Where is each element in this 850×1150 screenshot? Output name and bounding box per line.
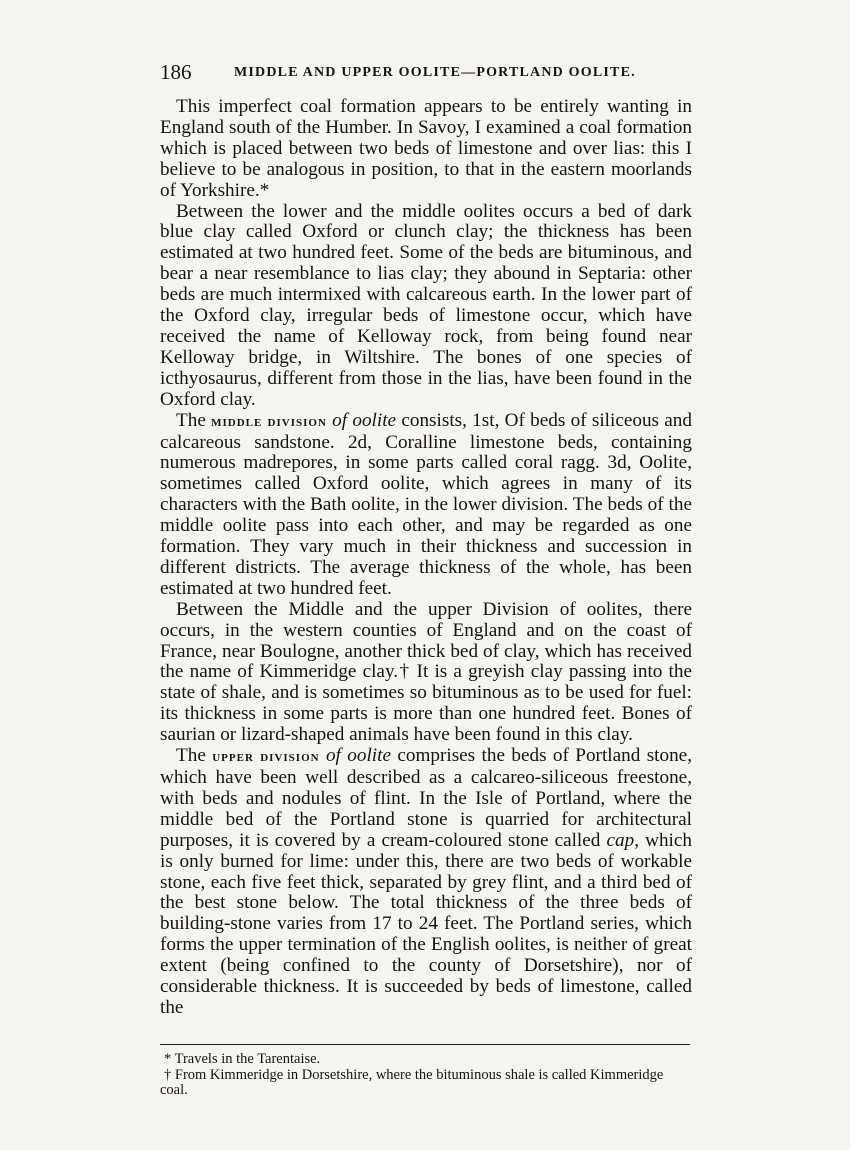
italic-term: cap [606, 829, 635, 851]
paragraph-lead: The [176, 409, 212, 431]
footnote-divider [160, 1044, 690, 1045]
footnotes [160, 1052, 692, 1099]
footnote: * Travels in the Tarentaise. [164, 1051, 321, 1067]
paragraph-text: consists, 1st, Of beds of siliceous and calcareous sandstone. 2d, Coralline limestone beds, containing numerous madrepores, in some parts called coral ragg. 3d, Oolite, sometimes called Oxford oolite, which agrees in many of its characters with the Bath oolite, in the lower division. The beds of the middle oolite pass into each other, and may be regarded as one formation. They vary much in their thickness and succession in different districts. The average thickness of the whole, has been estimated at two hundred feet. [160, 409, 692, 599]
footnote: † From Kimmeridge in Dorsetshire, where the bituminous shale is called Kimmeridge coal. [160, 1066, 664, 1098]
running-head [160, 60, 700, 86]
paragraph: This imperfect coal formation appears to be entirely wanting in England south of the Humber. In Savoy, I examined a coal formation which is placed between two beds of limestone and over lias: this I believe to be analogous in position, to that in the eastern moorlands of Yorkshire.* [160, 96, 692, 201]
small-caps-heading: middle division [211, 413, 327, 430]
paragraph [160, 411, 692, 600]
small-caps-heading: upper division [212, 749, 320, 766]
paragraph [160, 746, 692, 1019]
paragraph-text: , which is only burned for lime: under this, there are two beds of workable stone, each five feet thick, separated by grey flint, and a third bed of the best stone below. The total thickness of the three beds of building-stone varies from 17 to 24 feet. The Portland series, which forms the upper termination of the English oolites, is neither of great extent (being confined to the county of Dorsetshire), nor of considerable thickness. It is succeeded by beds of limestone, called the [160, 829, 692, 1018]
italic-term: of oolite [319, 745, 391, 767]
paragraph: Between the lower and the middle oolites occurs a bed of dark blue clay called Oxford or clunch clay; the thickness has been estimated at two hundred feet. Some of the beds are bituminous, and bear a near resemblance to lias clay; they abound in Septaria: other beds are much intermixed with calcareous earth. In the lower part of the Oxford clay, irregular beds of limestone occur, which have received the name of Kelloway rock, from being found near Kelloway bridge, in Wiltshire. The bones of one species of icthyosaurus, different from those in the lias, have been found in the Oxford clay. [160, 200, 692, 410]
paragraph-lead: The [176, 745, 213, 767]
running-title: MIDDLE AND UPPER OOLITE—PORTLAND OOLITE. [234, 65, 636, 80]
body-text [160, 97, 692, 1019]
page-number: 186 [160, 60, 192, 84]
paragraph-text: comprises the beds of Portland stone, which have been well described as a calcareo-siliceous freestone, with beds and nodules of flint. In the Isle of Portland, where the middle bed of the Portland stone is quarried for architectural purposes, it is covered by a cream-coloured stone called [160, 745, 692, 851]
italic-term: of oolite [326, 409, 397, 431]
paragraph: Between the Middle and the upper Division of oolites, there occurs, in the western counties of England and on the coast of France, near Boulogne, another thick bed of clay, which has received the name of Kimmeridge clay.† It is a greyish clay passing into the state of shale, and is sometimes so bituminous as to be used for fuel: its thickness in some parts is more than one hundred feet. Bones of saurian or lizard-shaped animals have been found in this clay. [160, 598, 692, 746]
